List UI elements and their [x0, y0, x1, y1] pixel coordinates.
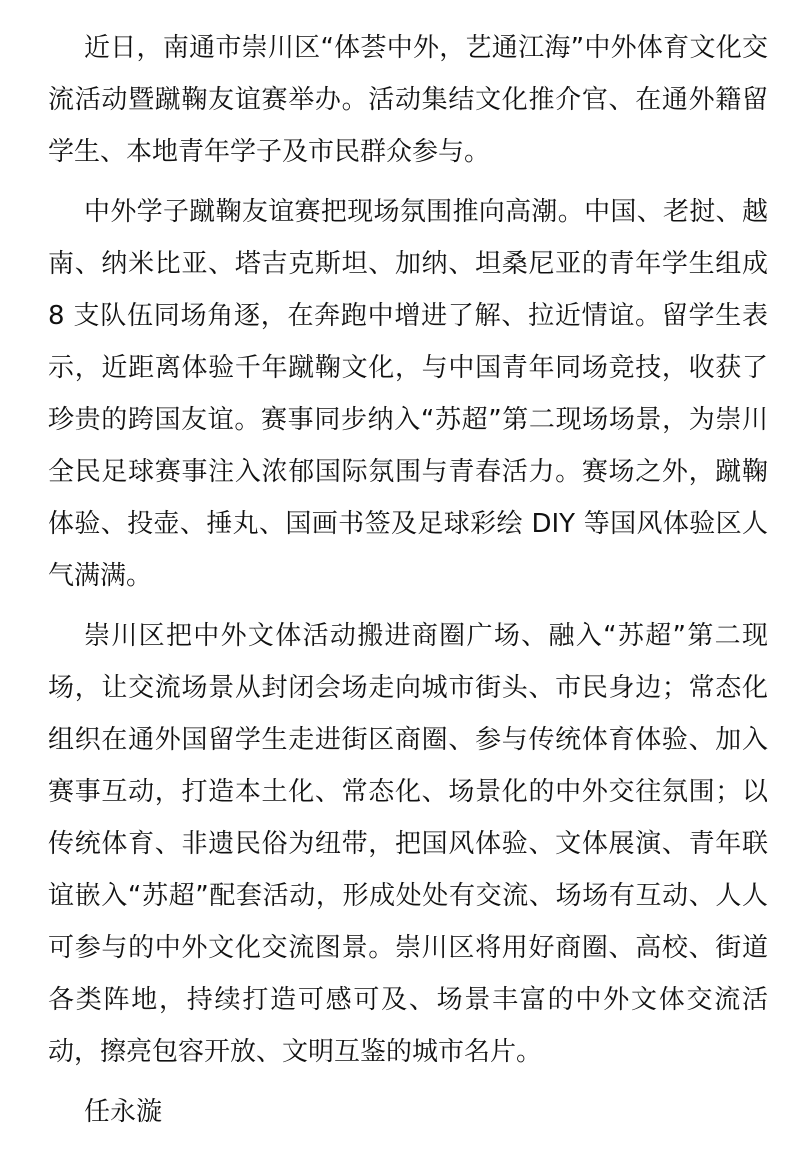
author-byline: 任永漩: [84, 1097, 163, 1127]
paragraph-intro: 近日，南通市崇川区“体荟中外，艺通江海”中外体育文化交流活动暨蹴鞠友谊赛举办。活动集结文化推介官、在通外籍留学生、本地青年学子及市民群众参与。: [48, 33, 768, 167]
paragraph-outlook: 崇川区把中外文体活动搬进商圈广场、融入“苏超”第二现场，让交流场景从封闭会场走向城市街头、市民身边；常态化组织在通外国留学生走进街区商圈、参与传统体育体验、加入赛事互动，打造本土化、常态化、场景化的中外交往氛围；以传统体育、非遗民俗为纽带，把国风体验、文体展演、青年联谊嵌入“苏超”配套活动，形成处处有交流、场场有互动、人人可参与的中外文化交流图景。崇川区将用好商圈、高校、街道各类阵地，持续打造可感可及、场景丰富的中外文体交流活动，擦亮包容开放、文明互鉴的城市名片。: [48, 621, 768, 1067]
article-body: [48, 22, 768, 1146]
paragraph-match: 中外学子蹴鞠友谊赛把现场氛围推向高潮。中国、老挝、越南、纳米比亚、塔吉克斯坦、加纳、坦桑尼亚的青年学生组成 8 支队伍同场角逐，在奔跑中增进了解、拉近情谊。留学生表示，近距离体验千年蹴鞠文化，与中国青年同场竞技，收获了珍贵的跨国友谊。赛事同步纳入“苏超”第二现场场景，为崇川全民足球赛事注入浓郁国际氛围与青春活力。赛场之外，蹴鞠体验、投壶、捶丸、国画书签及足球彩绘 DIY 等国风体验区人气满满。: [48, 197, 768, 591]
